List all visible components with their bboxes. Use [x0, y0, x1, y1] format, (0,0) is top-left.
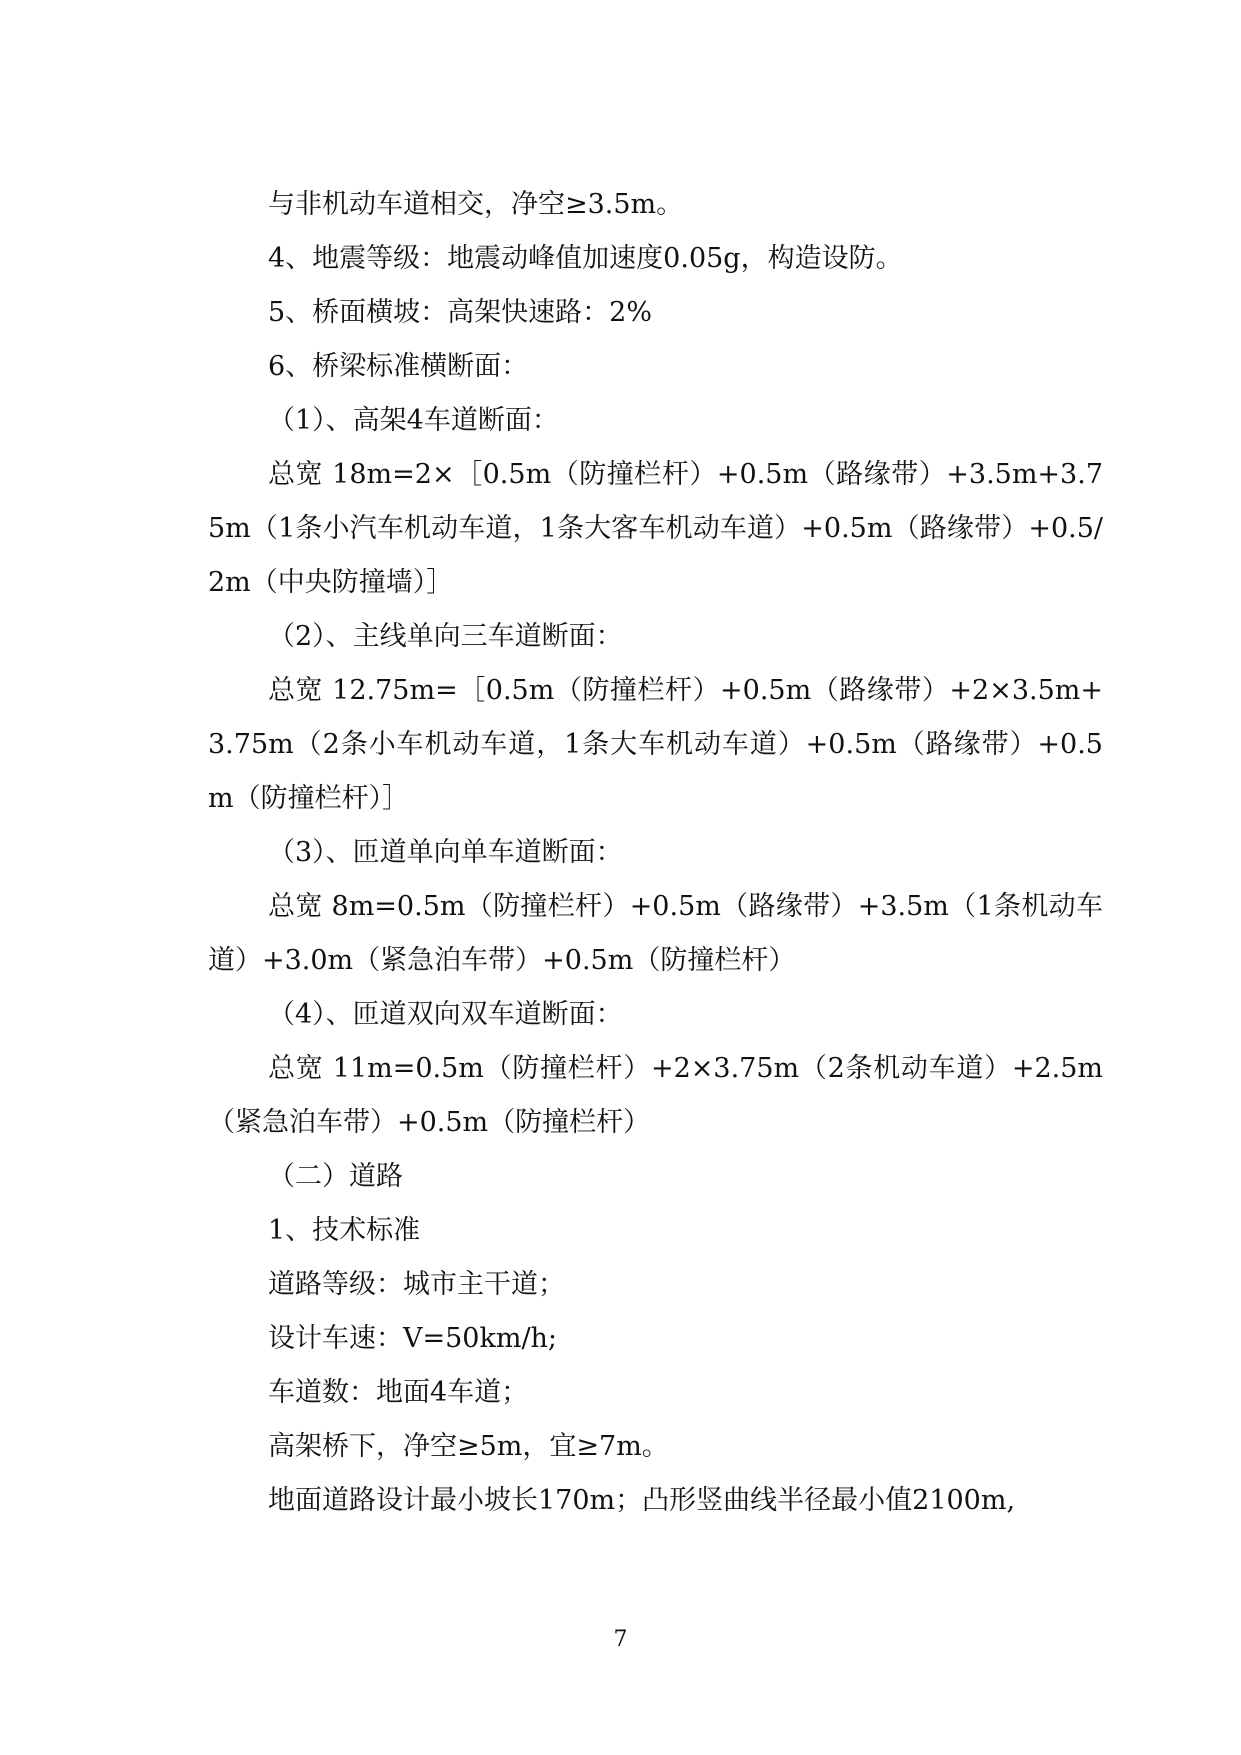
paragraph-road-section-heading: （二）道路	[268, 1161, 403, 1192]
paragraph-deck-cross-slope: 5、桥面横坡：高架快速路：2%	[268, 297, 653, 328]
paragraph-min-slope-length: 地面道路设计最小坡长170m；凸形竖曲线半径最小值2100m,	[268, 1485, 1016, 1516]
paragraph-bridge-cross-section-heading: 6、桥梁标准横断面：	[268, 351, 529, 382]
page-number: 7	[613, 1627, 628, 1652]
paragraph-clearance-nonmotor: 与非机动车道相交，净空≥3.5m。	[268, 189, 684, 220]
paragraph-elevated-4-lane-width: 总宽 18m=2×［0.5m（防撞栏杆）+0.5m（路缘带）+3.5m+3.75m（1条小汽车机动车道，1条大客车机动车道）+0.5m（路缘带）+0.5/2m（中央防撞墙）］	[208, 459, 1103, 598]
paragraph-technical-standard: 1、技术标准	[268, 1215, 421, 1246]
paragraph-elevated-4-lane-heading: （1）、高架4车道断面：	[268, 405, 559, 436]
document-body	[208, 178, 1103, 1528]
paragraph-mainline-3-lane-heading: （2）、主线单向三车道断面：	[268, 621, 623, 652]
paragraph-under-bridge-clearance: 高架桥下，净空≥5m，宜≥7m。	[268, 1431, 669, 1462]
paragraph-ramp-single-lane-width: 总宽 8m=0.5m（防撞栏杆）+0.5m（路缘带）+3.5m（1条机动车道）+3.0m（紧急泊车带）+0.5m（防撞栏杆）	[208, 891, 1103, 976]
paragraph-design-speed: 设计车速：V=50km/h;	[268, 1323, 558, 1354]
paragraph-ramp-single-lane-heading: （3）、匝道单向单车道断面：	[268, 837, 623, 868]
paragraph-ramp-two-lane-width: 总宽 11m=0.5m（防撞栏杆）+2×3.75m（2条机动车道）+2.5m（紧急泊车带）+0.5m（防撞栏杆）	[208, 1053, 1103, 1138]
paragraph-seismic-level: 4、地震等级：地震动峰值加速度0.05g，构造设防。	[268, 243, 903, 274]
paragraph-ramp-two-lane-heading: （4）、匝道双向双车道断面：	[268, 999, 623, 1030]
paragraph-road-grade: 道路等级：城市主干道；	[268, 1269, 565, 1300]
paragraph-lane-count: 车道数：地面4车道；	[268, 1377, 529, 1408]
paragraph-mainline-3-lane-width: 总宽 12.75m=［0.5m（防撞栏杆）+0.5m（路缘带）+2×3.5m+3.75m（2条小车机动车道，1条大车机动车道）+0.5m（路缘带）+0.5m（防撞栏杆）］	[208, 675, 1103, 814]
